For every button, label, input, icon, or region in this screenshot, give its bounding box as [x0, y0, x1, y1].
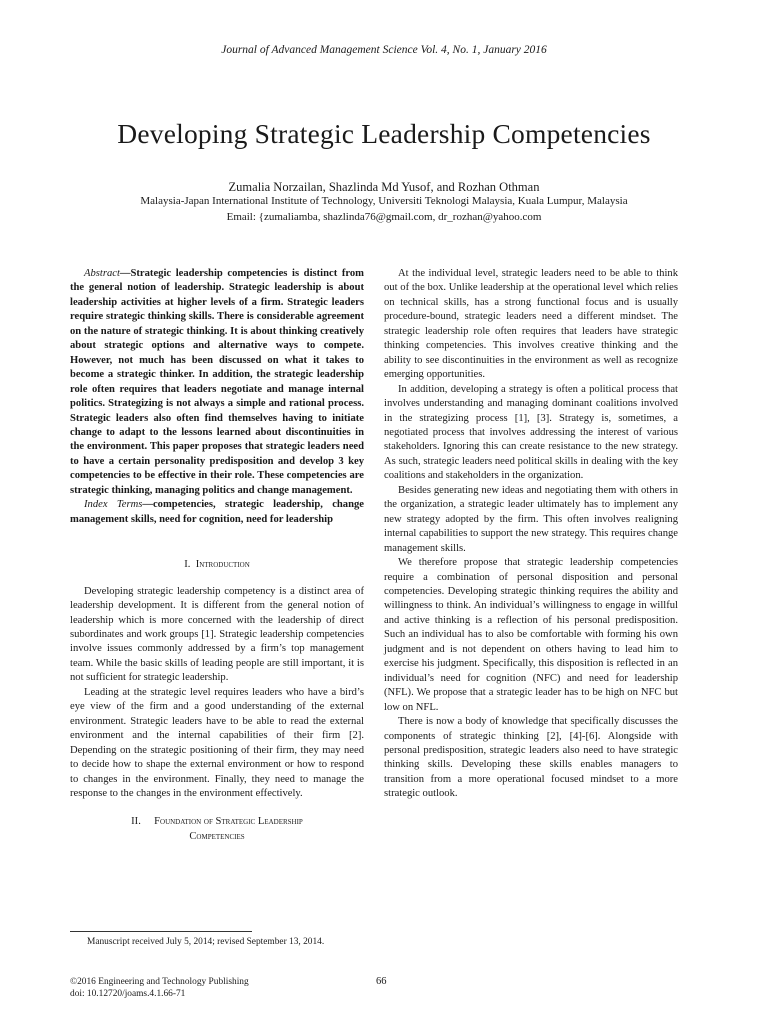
index-terms [70, 498, 364, 527]
paper-title: Developing Strategic Leadership Competencies [117, 118, 651, 149]
section-title-line1: Foundation of Strategic Leadership [154, 816, 303, 828]
page-number: 66 [376, 976, 387, 987]
section-number: I. [184, 559, 191, 571]
doi-text: doi: 10.12720/joams.4.1.66-71 [70, 989, 186, 999]
section-number: II. [131, 816, 141, 828]
section-title: Introduction [195, 559, 250, 571]
abstract [70, 267, 364, 498]
left-column [70, 267, 364, 844]
section-heading-introduction [70, 558, 364, 572]
abstract-label: Abstract [84, 268, 120, 279]
copyright-block [70, 976, 249, 1000]
paragraph: Leading at the strategic level requires leaders who have a bird’s eye view of the firm and a good understanding of the external environment. Strategic leaders have to be able to read the external environment and the internal capabilities of their firm [2]. Depending on the strategic positioning of their firm, they may need to decide how to shape the external environment or how to respond to changes in the environment. Finally, they need to manage the response to the changes in the environment effectively. [70, 686, 364, 799]
index-terms-label: Index Terms [84, 499, 143, 511]
paragraph: There is now a body of knowledge that specifically discusses the components of strategic thinking [2], [4]-[6]. Alongside with personal predisposition, strategic leaders also need to have strategic thinking skills. Developing these skills enables managers to transition from a more operational focused mindset to a more strategic outlook. [384, 716, 678, 800]
footnote: Manuscript received July 5, 2014; revised September 13, 2014. [87, 937, 325, 947]
copyright-text: ©2016 Engineering and Technology Publishing [70, 977, 249, 987]
paragraph: In addition, developing a strategy is often a political process that involves understanding and managing dominant coalitions involved in the strategizing process [1], [3]. Strategy is, sometimes, a negotiated process that involves addressing the interest of various stakeholders. Ignoring this can create resistance to the new strategy. As such, strategic leaders need political skills in dealing with the key coalitions and stakeholders in the organization. [384, 383, 678, 482]
paragraph: Besides generating new ideas and negotiating them with others in the organization, a strategic leader ultimately has to implement any new strategy adopted by the firm. This often involves realigning internal capabilities to support the new strategy. This requires change management skills. [384, 484, 678, 554]
section-title-line2: Competencies [189, 830, 245, 842]
author-list: Zumalia Norzailan, Shazlinda Md Yusof, and Rozhan Othman [228, 180, 540, 194]
author-email: Email: {zumaliamba, shazlinda76@gmail.com, dr_rozhan@yahoo.com [226, 211, 542, 223]
journal-header: Journal of Advanced Management Science Vol. 4, No. 1, January 2016 [221, 44, 547, 56]
affiliation: Malaysia-Japan International Institute of Technology, Universiti Teknologi Malaysia, Kuala Lumpur, Malaysia [140, 195, 628, 207]
paragraph: Developing strategic leadership competency is a distinct area of leadership development. It is different from the general notion of leadership which is more concerned with the leadership of direct subordinates and work groups [1]. Strategic leadership competencies involve issues commonly addressed by a firm’s top management team. While the basic skills of leading people are still important, it is not sufficient for strategic leadership. [70, 585, 364, 684]
right-column [384, 267, 678, 802]
paragraph: We therefore propose that strategic leadership competencies require a combination of personal disposition and personal competencies. Developing strategic thinking requires the ability and willingness to think. An individual’s willingness to engage in willful and active thinking is a reflection of his personal predisposition. Such an individual has to also be comfortable with forming his own judgment and is not dependent on others having to lead him to exercise his judgment. Specifically, this disposition is reflected in an individual’s need for cognition (NFC) and need for leadership (NFL). We propose that a strategic leader has to be high on NFC but low on NFL. [384, 557, 678, 713]
index-terms-text: —competencies, strategic leadership, change management skills, need for cognition, need for leadership [70, 499, 364, 525]
abstract-text: —Strategic leadership competencies is distinct from the general notion of leadership. Strategic leadership is about leadership activities at higher levels of a firm. Strategic leaders require strategic thinking skills. There is considerable agreement on the nature of strategic thinking. It is about thinking creatively about strategic options and alternative ways to compete. However, not much has been discussed on what it takes to become a strategic thinker. In addition, the strategic leadership role often requires that leaders negotiate and manage internal politics. Strategizing is not always a simple and rational process. Strategic leaders also often find themselves having to initiate change to adapt to the lessons learned about discontinuities in the environment. This paper proposes that strategic leaders need to have a certain personality predisposition and develop 3 key competencies to be effective in their role. These competencies are strategic thinking, managing politics and change management. [70, 268, 364, 496]
section-heading-foundation [70, 815, 364, 844]
footnote-divider [70, 931, 252, 932]
paragraph: At the individual level, strategic leaders need to be able to think out of the box. Unlike leadership at the operational level which relies on technical skills, has a strong functional focus and is usually procedure-bound, strategic leaders need a different mindset. The strategic leadership role often requires that leaders have strategic thinking competencies. This involves creative thinking and the ability to see discontinuities in the environment as well as recognize emerging opportunities. [384, 268, 678, 381]
